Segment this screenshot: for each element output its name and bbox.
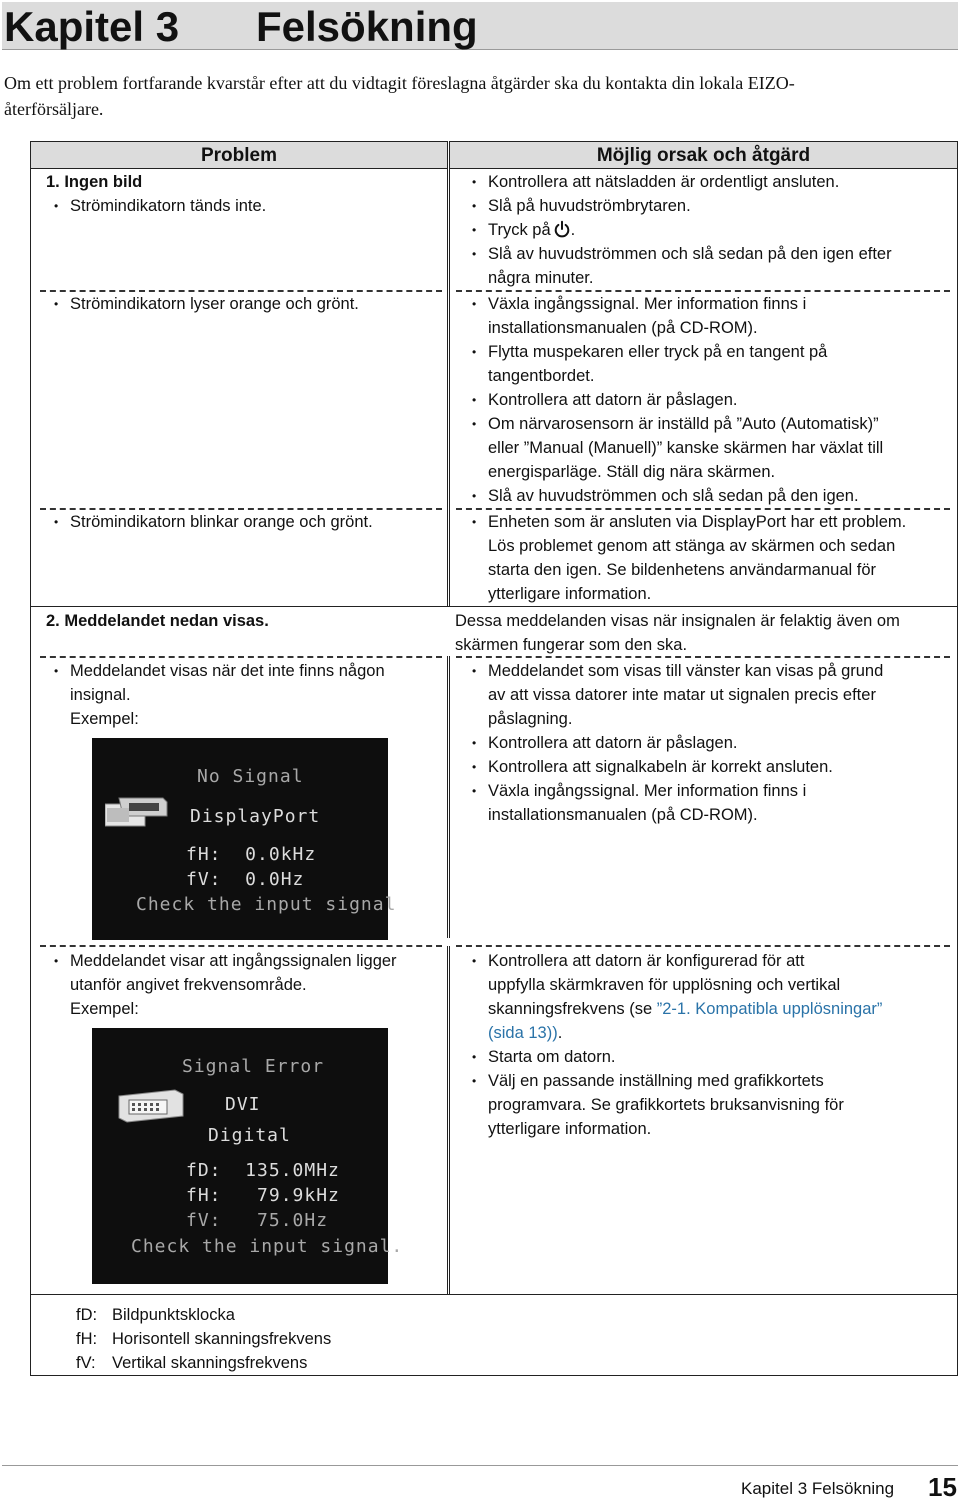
action-2b-period: . — [557, 1024, 563, 1042]
action-1c-cont1: Lös problemet genom att stänga av skärmen och sedan — [488, 537, 896, 555]
action-1a-3-text: Tryck på — [488, 221, 551, 239]
action-2b-1-cont3 — [488, 1021, 562, 1045]
column-divider — [447, 656, 450, 938]
column-divider — [447, 141, 450, 607]
problem-2-title: 2. Meddelandet nedan visas. — [46, 612, 269, 630]
action-1b-2: • Flytta muspekaren eller tryck på en tangent på — [488, 340, 827, 364]
problem-1-title: 1. Ingen bild — [46, 173, 143, 191]
intro-line-2: återförsäljare. — [4, 99, 104, 119]
column-header-action: Möjlig orsak och åtgärd — [450, 142, 957, 169]
screen2-mode: Digital — [208, 1125, 291, 1146]
action-2-intro-1: Dessa meddelanden visas när insignalen är felaktig även om — [455, 612, 900, 630]
legend-key-fh: fH: — [76, 1330, 98, 1348]
action-1b-1-cont: installationsmanualen (på CD-ROM). — [488, 319, 758, 337]
signal-error-screen — [92, 1028, 404, 1284]
legend-value-fv: Vertikal skanningsfrekvens — [112, 1354, 308, 1372]
action-1a-4-cont: några minuter. — [488, 269, 594, 287]
problem-1c: • Strömindikatorn blinkar orange och grönt. — [70, 510, 373, 534]
column-header-problem: Problem — [31, 142, 447, 169]
screen1-port: DisplayPort — [190, 806, 321, 827]
action-1a-4: • Slå av huvudströmmen och slå sedan på den igen efter — [488, 242, 892, 266]
action-2b-1: • Kontrollera att datorn är konfigurerad för att — [488, 949, 804, 973]
screen2-fh: fH: 79.9kHz — [186, 1185, 340, 1206]
displayport-connector-icon — [105, 794, 169, 830]
action-1b-4-cont1: eller ”Manual (Manuell)” kanske skärmen har växlat till — [488, 439, 884, 457]
action-2-intro-2: skärmen fungerar som den ska. — [455, 636, 688, 654]
action-2a-2: • Kontrollera att datorn är påslagen. — [488, 731, 738, 755]
chapter-title: Felsökning — [256, 3, 478, 50]
problem-2a-example: Exempel: — [70, 710, 139, 728]
section-divider — [30, 606, 958, 607]
action-1b-4: • Om närvarosensorn är inställd på ”Auto (Automatisk)” — [488, 412, 879, 436]
legend-key-fd: fD: — [76, 1306, 98, 1324]
screen2-fd: fD: 135.0MHz — [186, 1160, 340, 1181]
column-divider — [447, 946, 450, 1294]
screen2-port: DVI — [225, 1094, 261, 1115]
action-1b-5: • Slå av huvudströmmen och slå sedan på den igen. — [488, 484, 859, 508]
action-2b-1-cont2 — [488, 997, 882, 1021]
row-divider — [40, 945, 442, 947]
screen1-title: No Signal — [197, 766, 304, 787]
legend-divider — [30, 1294, 958, 1295]
action-2b-3: • Välj en passande inställning med grafikkortets — [488, 1069, 824, 1093]
row-divider — [40, 656, 442, 658]
chapter-header — [2, 2, 958, 50]
legend-value-fd: Bildpunktsklocka — [112, 1306, 235, 1324]
no-signal-screen — [92, 738, 397, 940]
problem-2b-example: Exempel: — [70, 1000, 139, 1018]
page-number: 15 — [928, 1472, 957, 1501]
problem-2a-1: • Meddelandet visas när det inte finns någon — [70, 659, 385, 683]
power-icon — [553, 220, 571, 238]
action-1c-cont2: starta den igen. Se bildenhetens användarmanual för — [488, 561, 877, 579]
action-2b-3-cont1: programvara. Se grafikkortets bruksanvisning för — [488, 1096, 844, 1114]
action-1a-2: • Slå på huvudströmbrytaren. — [488, 194, 691, 218]
action-1a-3-end: . — [570, 221, 576, 239]
screen2-fv: fV: 75.0Hz — [186, 1210, 329, 1231]
action-2b-1-cont1: uppfylla skärmkraven för upplösning och vertikal — [488, 976, 841, 994]
problem-2b-2: utanför angivet frekvensområde. — [70, 976, 307, 994]
problem-1a: • Strömindikatorn tänds inte. — [70, 194, 266, 218]
action-1a-3 — [488, 218, 575, 242]
screen2-title: Signal Error — [182, 1056, 325, 1077]
footer-chapter: Kapitel 3 Felsökning — [741, 1479, 895, 1498]
problem-2a-2: insignal. — [70, 686, 131, 704]
action-2a-1-cont2: påslagning. — [488, 710, 573, 728]
action-2a-3: • Kontrollera att signalkabeln är korrekt ansluten. — [488, 755, 833, 779]
compatible-resolutions-link[interactable]: ”2-1. Kompatibla upplösningar” — [656, 1000, 883, 1018]
action-2a-4: • Växla ingångssignal. Mer information finns i — [488, 779, 806, 803]
action-1a-1: • Kontrollera att nätsladden är ordentligt ansluten. — [488, 170, 839, 194]
screen1-fh: fH: 0.0kHz — [186, 844, 317, 865]
action-2a-1: • Meddelandet som visas till vänster kan visas på grund — [488, 659, 883, 683]
action-2b-text: skanningsfrekvens (se — [488, 1000, 657, 1018]
legend-key-fv: fV: — [76, 1354, 96, 1372]
legend-value-fh: Horisontell skanningsfrekvens — [112, 1330, 332, 1348]
action-2a-1-cont1: av att vissa datorer inte matar ut signalen precis efter — [488, 686, 876, 704]
action-2a-4-cont: installationsmanualen (på CD-ROM). — [488, 806, 758, 824]
screen1-msg: Check the input signal — [136, 894, 397, 915]
action-1c-cont3: ytterligare information. — [488, 585, 652, 603]
row-divider — [456, 945, 950, 947]
action-1b-1: • Växla ingångssignal. Mer information finns i — [488, 292, 806, 316]
problem-1b: • Strömindikatorn lyser orange och grönt. — [70, 292, 359, 316]
problem-2b-1: • Meddelandet visar att ingångssignalen ligger — [70, 949, 397, 973]
screen1-fv: fV: 0.0Hz — [186, 869, 305, 890]
action-2b-2: • Starta om datorn. — [488, 1045, 615, 1069]
footer-divider — [2, 1465, 958, 1466]
intro-paragraph — [4, 70, 904, 122]
page-13-link[interactable]: (sida 13)) — [488, 1024, 558, 1042]
action-1b-4-cont2: energisparläge. Ställ dig nära skärmen. — [488, 463, 776, 481]
action-1b-2-cont: tangentbordet. — [488, 367, 595, 385]
action-1b-3: • Kontrollera att datorn är påslagen. — [488, 388, 738, 412]
dvi-connector-icon — [117, 1088, 185, 1124]
action-2b-3-cont2: ytterligare information. — [488, 1120, 652, 1138]
chapter-number: Kapitel 3 — [4, 3, 180, 50]
intro-line-1: Om ett problem fortfarande kvarstår efter att du vidtagit föreslagna åtgärder ska du kontakta din lokala EIZO- — [4, 73, 795, 93]
action-1c-1: • Enheten som är ansluten via DisplayPort har ett problem. — [488, 510, 906, 534]
screen2-msg: Check the input signal. — [131, 1236, 404, 1257]
